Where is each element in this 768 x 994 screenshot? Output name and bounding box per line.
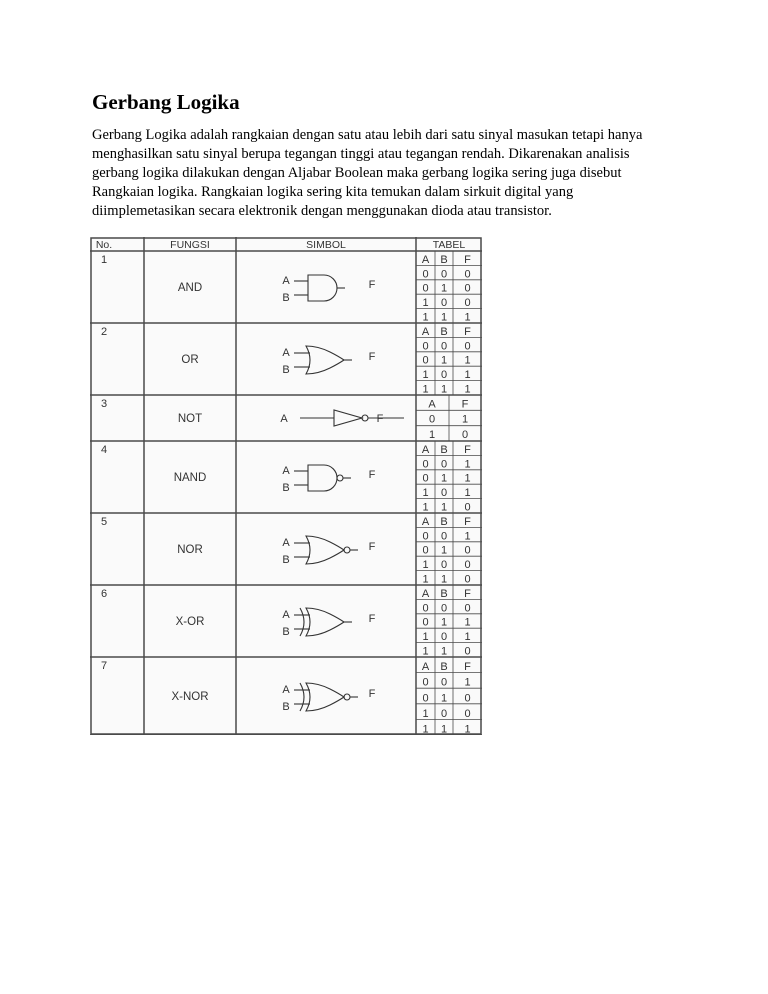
truth-cell: 1: [440, 692, 448, 705]
gate-number: 7: [100, 660, 108, 672]
gate-function-name: X-OR: [175, 616, 205, 628]
truth-cell: 1: [440, 472, 448, 485]
input-label-b: B: [282, 554, 290, 566]
truth-header: A: [428, 398, 436, 411]
truth-header: A: [421, 587, 430, 600]
truth-cell: 1: [428, 429, 436, 441]
output-label-f: F: [368, 541, 376, 553]
page-title: Gerbang Logika: [92, 90, 240, 114]
truth-cell: 0: [440, 297, 448, 310]
gate-function-name: NAND: [173, 472, 207, 484]
xnor-gate-symbol: [294, 683, 358, 711]
not-triangle: [334, 410, 362, 426]
gate-row-nand: [90, 441, 482, 514]
gate-number: 5: [100, 516, 108, 528]
truth-header: A: [421, 443, 430, 456]
truth-cell: 1: [422, 723, 429, 735]
gate-row-and: [90, 251, 482, 324]
truth-cell: 0: [440, 369, 448, 382]
truth-cell: 0: [422, 268, 429, 281]
or-body: [306, 346, 344, 374]
gate-function-name: NOT: [177, 413, 203, 425]
header-fungsi: FUNGSI: [170, 239, 210, 251]
gate-number: 4: [100, 444, 108, 456]
output-label-f: F: [368, 613, 376, 625]
truth-cell: 0: [464, 645, 471, 658]
input-label-a: A: [282, 347, 290, 359]
truth-header: B: [440, 325, 448, 338]
gate-function-name: NOR: [177, 544, 203, 556]
output-label-f: F: [368, 688, 376, 700]
truth-cell: 0: [440, 676, 448, 689]
truth-cell: 0: [464, 268, 471, 281]
truth-header: B: [440, 587, 448, 600]
not-gate-symbol: [300, 410, 404, 426]
input-label-b: B: [282, 364, 290, 376]
truth-cell: 1: [464, 676, 471, 689]
truth-cell: 0: [464, 692, 471, 705]
output-label-f: F: [368, 469, 376, 481]
truth-cell: 0: [422, 354, 429, 367]
truth-cell: 0: [440, 631, 448, 644]
inversion-bubble: [337, 475, 343, 481]
truth-cell: 0: [464, 559, 471, 572]
output-label-f: F: [368, 351, 376, 363]
truth-cell: 0: [464, 282, 471, 295]
truth-cell: 1: [464, 383, 471, 396]
truth-header: F: [464, 515, 471, 528]
truth-cell: 1: [464, 458, 471, 471]
input-label-a: A: [282, 684, 290, 696]
header-no: No.: [95, 239, 113, 251]
truth-cell: 1: [440, 501, 448, 514]
truth-cell: 1: [422, 573, 429, 586]
truth-cell: 1: [464, 472, 471, 485]
truth-cell: 1: [440, 723, 448, 735]
input-label-a: A: [282, 537, 290, 549]
input-label-b: B: [282, 292, 290, 304]
truth-cell: 1: [422, 311, 429, 324]
truth-header: B: [440, 515, 448, 528]
truth-cell: 0: [440, 559, 448, 572]
truth-cell: 0: [464, 340, 471, 353]
truth-cell: 1: [440, 616, 448, 629]
gate-number: 6: [100, 588, 108, 600]
truth-cell: 1: [464, 369, 471, 382]
output-label-f: F: [368, 279, 376, 291]
truth-cell: 1: [422, 369, 429, 382]
truth-cell: 0: [464, 573, 471, 586]
paragraph-line: menghasilkan satu sinyal berupa tegangan tinggi atau tegangan rendah. Dikarenakan analisis: [92, 146, 630, 162]
truth-cell: 0: [440, 458, 448, 471]
truth-cell: 0: [464, 501, 471, 514]
truth-header: B: [440, 443, 448, 456]
truth-cell: 0: [440, 530, 448, 543]
truth-cell: 1: [440, 282, 448, 295]
logic-gates-figure: [90, 237, 482, 735]
gate-row-or: [90, 323, 482, 396]
gate-function-name: OR: [181, 354, 199, 366]
gate-number: 3: [100, 398, 108, 410]
truth-cell: 0: [422, 340, 429, 353]
truth-header: B: [440, 661, 448, 674]
truth-header: F: [464, 587, 471, 600]
truth-cell: 1: [464, 311, 471, 324]
gate-row-x-or: [90, 585, 482, 658]
truth-cell: 1: [464, 487, 471, 500]
truth-cell: 0: [422, 602, 429, 615]
input-label-b: B: [282, 701, 290, 713]
truth-cell: 0: [440, 340, 448, 353]
truth-header: B: [440, 253, 448, 266]
truth-cell: 1: [464, 723, 471, 735]
input-label-b: B: [282, 626, 290, 638]
header-simbol: SIMBOL: [306, 239, 346, 251]
paragraph-line: Gerbang Logika adalah rangkaian dengan satu atau lebih dari satu sinyal masukan tetapi hanya: [92, 127, 643, 143]
paragraph-line: diimplemetasikan secara elektronik dengan menggunakan dioda atau transistor.: [92, 203, 552, 219]
truth-cell: 1: [440, 354, 448, 367]
truth-cell: 0: [422, 676, 429, 689]
gate-number: 2: [100, 326, 108, 338]
truth-cell: 0: [422, 458, 429, 471]
gate-number: 1: [100, 254, 108, 266]
truth-cell: 0: [422, 472, 429, 485]
nand-gate-symbol: [294, 465, 351, 491]
truth-cell: 1: [464, 631, 471, 644]
truth-header: F: [464, 443, 471, 456]
truth-header: F: [464, 661, 471, 674]
output-label-f: F: [376, 413, 384, 425]
truth-cell: 0: [422, 692, 429, 705]
truth-cell: 0: [464, 707, 471, 720]
truth-cell: 0: [464, 544, 471, 557]
truth-header: A: [421, 515, 430, 528]
input-label-a: A: [282, 465, 290, 477]
truth-cell: 0: [422, 544, 429, 557]
nor-gate-symbol: [294, 536, 358, 564]
truth-cell: 1: [422, 297, 429, 310]
truth-cell: 1: [422, 383, 429, 396]
truth-cell: 1: [440, 645, 448, 658]
truth-cell: 1: [422, 487, 429, 500]
truth-cell: 1: [422, 501, 429, 514]
intro-paragraph: [92, 126, 682, 221]
and-body: [308, 275, 337, 301]
input-label-a: A: [282, 609, 290, 621]
truth-cell: 1: [464, 354, 471, 367]
truth-cell: 1: [440, 311, 448, 324]
and-gate-symbol: [294, 275, 345, 301]
truth-cell: 1: [461, 413, 469, 426]
truth-cell: 0: [464, 297, 471, 310]
truth-cell: 1: [422, 707, 429, 720]
truth-header: A: [421, 661, 430, 674]
truth-cell: 1: [440, 573, 448, 586]
header-tabel: TABEL: [432, 239, 466, 251]
truth-cell: 1: [440, 544, 448, 557]
input-label-a: A: [280, 413, 288, 425]
truth-header: F: [461, 398, 469, 411]
truth-cell: 1: [440, 383, 448, 396]
xor-extra-curve: [300, 608, 304, 636]
gate-row-not: [90, 395, 482, 441]
truth-header: A: [421, 253, 430, 266]
truth-cell: 1: [464, 616, 471, 629]
truth-cell: 0: [422, 616, 429, 629]
truth-cell: 0: [464, 602, 471, 615]
truth-header: A: [421, 325, 430, 338]
gate-row-nor: [90, 513, 482, 586]
truth-cell: 1: [422, 631, 429, 644]
truth-cell: 0: [440, 487, 448, 500]
truth-header: F: [464, 253, 471, 266]
or-body: [306, 608, 344, 636]
logic-gates-table: [90, 237, 482, 735]
truth-cell: 0: [422, 530, 429, 543]
truth-cell: 1: [422, 645, 429, 658]
or-body: [306, 683, 344, 711]
xor-gate-symbol: [294, 608, 352, 636]
input-label-b: B: [282, 482, 290, 494]
truth-cell: 0: [440, 268, 448, 281]
gate-row-x-nor: [90, 657, 482, 735]
truth-header: F: [464, 325, 471, 338]
paragraph-line: gerbang logika dilakukan dengan Aljabar Boolean maka gerbang logika sering juga disebut: [92, 165, 622, 181]
paragraph-line: Rangkaian logika. Rangkaian logika sering kita temukan dalam sirkuit digital yang: [92, 184, 574, 200]
gate-function-name: AND: [177, 282, 203, 294]
truth-cell: 1: [464, 530, 471, 543]
truth-cell: 0: [428, 413, 436, 426]
truth-cell: 1: [422, 559, 429, 572]
or-gate-symbol: [294, 346, 352, 374]
truth-cell: 0: [422, 282, 429, 295]
truth-cell: 0: [440, 602, 448, 615]
truth-cell: 0: [461, 429, 469, 441]
and-body: [308, 465, 337, 491]
truth-cell: 0: [440, 707, 448, 720]
xor-extra-curve: [300, 683, 304, 711]
input-label-a: A: [282, 275, 290, 287]
gate-function-name: X-NOR: [171, 691, 209, 703]
or-body: [306, 536, 344, 564]
